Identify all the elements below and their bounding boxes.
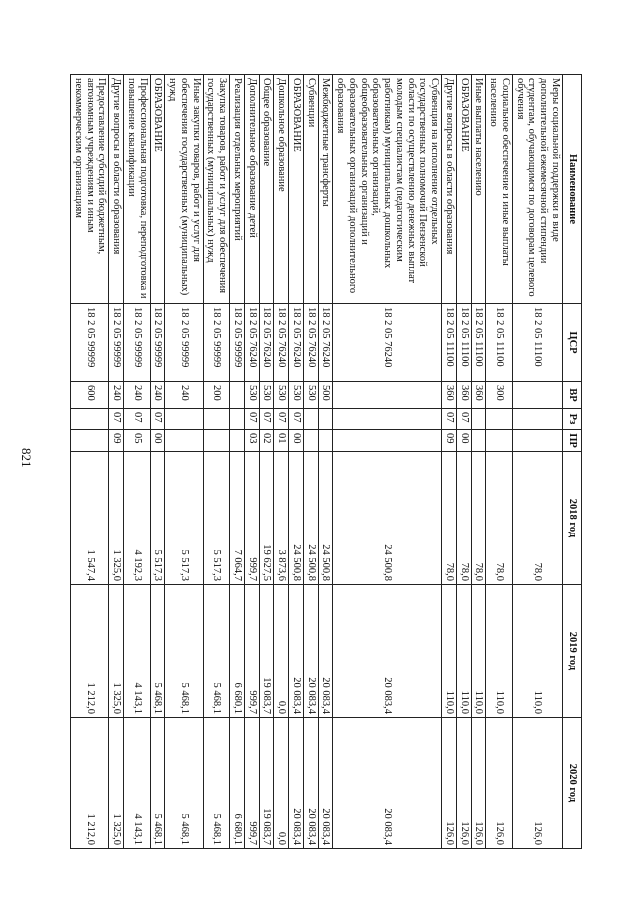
cell-csr: 18 2 05 76240 <box>304 304 319 382</box>
table-row <box>165 75 203 849</box>
cell-vr: 500 <box>318 382 333 409</box>
cell-pr: 00 <box>289 430 304 452</box>
cell-2018: 7 064,7 <box>230 452 245 585</box>
cell-csr: 18 2 05 11100 <box>513 304 563 382</box>
cell-name: Иные выплаты населению <box>471 75 486 304</box>
cell-2020: 126,0 <box>442 718 457 849</box>
cell-pr: 02 <box>259 430 274 452</box>
cell-2020: 126,0 <box>457 718 472 849</box>
cell-rz: 07 <box>457 409 472 430</box>
cell-pr <box>471 430 486 452</box>
cell-rz: 07 <box>274 409 289 430</box>
cell-2019: 110,0 <box>486 585 513 718</box>
cell-pr <box>318 430 333 452</box>
table-row <box>471 75 486 849</box>
cell-name: Профессиональная подготовка, переподготовка и повышение квалификации <box>124 75 151 304</box>
cell-pr: 05 <box>124 430 151 452</box>
cell-2018: 78,0 <box>471 452 486 585</box>
cell-pr <box>165 430 203 452</box>
cell-pr: 09 <box>442 430 457 452</box>
cell-2018: 5 517,3 <box>150 452 165 585</box>
cell-name: Меры социальной поддержки в виде дополнительной ежемесячной стипендии студентам, обучающимся по договорам целевого обучения <box>513 75 563 304</box>
cell-csr: 18 2 05 76240 <box>274 304 289 382</box>
cell-vr <box>333 382 442 409</box>
cell-2018: 24 500,8 <box>318 452 333 585</box>
cell-rz: 07 <box>109 409 124 430</box>
cell-2020: 126,0 <box>486 718 513 849</box>
cell-2020: 20 083,4 <box>304 718 319 849</box>
cell-rz <box>486 409 513 430</box>
cell-2019: 20 083,4 <box>333 585 442 718</box>
table-row <box>245 75 260 849</box>
header-pr: ПР <box>563 430 582 452</box>
cell-vr: 240 <box>165 382 203 409</box>
cell-vr: 240 <box>109 382 124 409</box>
cell-2018: 19 627,5 <box>259 452 274 585</box>
cell-2018: 24 500,8 <box>289 452 304 585</box>
table-row <box>259 75 274 849</box>
cell-pr: 00 <box>150 430 165 452</box>
cell-vr: 240 <box>150 382 165 409</box>
cell-name: Другие вопросы в области образования <box>442 75 457 304</box>
header-csr: ЦСР <box>563 304 582 382</box>
cell-2018: 5 517,3 <box>203 452 230 585</box>
cell-2019: 110,0 <box>442 585 457 718</box>
cell-vr: 360 <box>457 382 472 409</box>
cell-2019: 110,0 <box>513 585 563 718</box>
cell-csr: 18 2 05 11100 <box>486 304 513 382</box>
table-row <box>230 75 245 849</box>
cell-pr: 09 <box>109 430 124 452</box>
cell-name: ОБРАЗОВАНИЕ <box>457 75 472 304</box>
cell-2020: 20 083,4 <box>333 718 442 849</box>
cell-csr: 18 2 05 99999 <box>203 304 230 382</box>
cell-2019: 20 083,4 <box>304 585 319 718</box>
cell-2019: 6 680,1 <box>230 585 245 718</box>
cell-rz: 07 <box>442 409 457 430</box>
cell-pr <box>486 430 513 452</box>
table-row <box>318 75 333 849</box>
cell-vr: 530 <box>274 382 289 409</box>
table-row <box>71 75 109 849</box>
cell-2018: 24 500,8 <box>304 452 319 585</box>
cell-vr <box>513 382 563 409</box>
cell-2020: 999,7 <box>245 718 260 849</box>
table-row <box>124 75 151 849</box>
table-row <box>304 75 319 849</box>
cell-vr: 300 <box>486 382 513 409</box>
table-row <box>203 75 230 849</box>
cell-csr: 18 2 05 99999 <box>150 304 165 382</box>
cell-pr <box>513 430 563 452</box>
header-2019: 2019 год <box>563 585 582 718</box>
cell-pr <box>203 430 230 452</box>
cell-csr: 18 2 05 76240 <box>333 304 442 382</box>
cell-name: Субвенции <box>304 75 319 304</box>
cell-pr <box>333 430 442 452</box>
cell-rz: 07 <box>124 409 151 430</box>
cell-csr: 18 2 05 11100 <box>457 304 472 382</box>
cell-2020: 126,0 <box>471 718 486 849</box>
cell-2020: 4 143,1 <box>124 718 151 849</box>
cell-2018: 5 517,3 <box>165 452 203 585</box>
cell-csr: 18 2 05 76240 <box>245 304 260 382</box>
table-row <box>442 75 457 849</box>
cell-rz <box>333 409 442 430</box>
cell-2018: 24 500,8 <box>333 452 442 585</box>
cell-2020: 126,0 <box>513 718 563 849</box>
cell-csr: 18 2 05 76240 <box>318 304 333 382</box>
cell-2019: 1 212,0 <box>71 585 109 718</box>
cell-2019: 110,0 <box>457 585 472 718</box>
header-rz: Рз <box>563 409 582 430</box>
header-name: Наименование <box>563 75 582 304</box>
cell-2019: 4 143,1 <box>124 585 151 718</box>
header-vr: ВР <box>563 382 582 409</box>
cell-csr: 18 2 05 99999 <box>109 304 124 382</box>
header-2020: 2020 год <box>563 718 582 849</box>
cell-pr: 00 <box>457 430 472 452</box>
cell-2019: 20 083,4 <box>318 585 333 718</box>
cell-2018: 4 192,3 <box>124 452 151 585</box>
table-row <box>150 75 165 849</box>
cell-2018: 78,0 <box>457 452 472 585</box>
page-number: 821 <box>19 448 34 468</box>
rotated-table-wrapper <box>74 74 582 848</box>
table-row <box>513 75 563 849</box>
cell-rz <box>165 409 203 430</box>
table-row <box>457 75 472 849</box>
cell-2020: 5 468,1 <box>165 718 203 849</box>
budget-table <box>70 74 582 849</box>
cell-vr: 360 <box>442 382 457 409</box>
cell-2020: 19 083,7 <box>259 718 274 849</box>
cell-rz <box>513 409 563 430</box>
table-row <box>274 75 289 849</box>
cell-vr: 240 <box>124 382 151 409</box>
cell-2020: 20 083,4 <box>289 718 304 849</box>
cell-vr: 200 <box>203 382 230 409</box>
cell-vr: 530 <box>289 382 304 409</box>
cell-csr: 18 2 05 11100 <box>442 304 457 382</box>
cell-pr <box>230 430 245 452</box>
cell-rz: 07 <box>289 409 304 430</box>
cell-vr: 530 <box>259 382 274 409</box>
cell-name: ОБРАЗОВАНИЕ <box>289 75 304 304</box>
cell-csr: 18 2 05 99999 <box>165 304 203 382</box>
cell-2020: 0,0 <box>274 718 289 849</box>
cell-name: Предоставление субсидий бюджетным, автономным учреждениям и иным некоммерческим организациям <box>71 75 109 304</box>
cell-csr: 18 2 05 99999 <box>124 304 151 382</box>
cell-name: Дошкольное образование <box>274 75 289 304</box>
table-row <box>333 75 442 849</box>
cell-2020: 5 468,1 <box>150 718 165 849</box>
cell-name: Реализация отдельных мероприятий <box>230 75 245 304</box>
cell-2020: 20 083,4 <box>318 718 333 849</box>
cell-name: Дополнительное образование детей <box>245 75 260 304</box>
cell-name: ОБРАЗОВАНИЕ <box>150 75 165 304</box>
cell-rz <box>318 409 333 430</box>
cell-2020: 6 680,1 <box>230 718 245 849</box>
cell-name: Другие вопросы в области образования <box>109 75 124 304</box>
table-body <box>71 75 563 849</box>
table-row <box>109 75 124 849</box>
cell-rz <box>71 409 109 430</box>
cell-vr: 530 <box>245 382 260 409</box>
cell-csr: 18 2 05 11100 <box>471 304 486 382</box>
cell-vr <box>230 382 245 409</box>
cell-2018: 1 547,4 <box>71 452 109 585</box>
cell-2019: 19 083,7 <box>259 585 274 718</box>
cell-name: Общее образование <box>259 75 274 304</box>
cell-pr: 01 <box>274 430 289 452</box>
cell-csr: 18 2 05 76240 <box>259 304 274 382</box>
header-2018: 2018 год <box>563 452 582 585</box>
cell-2018: 78,0 <box>513 452 563 585</box>
cell-name: Межбюджетные трансферты <box>318 75 333 304</box>
cell-2019: 999,7 <box>245 585 260 718</box>
cell-2018: 3 873,6 <box>274 452 289 585</box>
cell-vr: 600 <box>71 382 109 409</box>
cell-rz <box>471 409 486 430</box>
cell-2018: 999,7 <box>245 452 260 585</box>
cell-rz: 07 <box>259 409 274 430</box>
cell-2019: 5 468,1 <box>150 585 165 718</box>
cell-csr: 18 2 05 76240 <box>289 304 304 382</box>
table-header-row <box>563 75 582 849</box>
cell-name: Иные закупки товаров, работ и услуг для обеспечения государственных (муниципальных) нужд <box>165 75 203 304</box>
cell-2019: 5 468,1 <box>203 585 230 718</box>
cell-vr: 530 <box>304 382 319 409</box>
cell-pr: 03 <box>245 430 260 452</box>
cell-name: Социальное обеспечение и иные выплаты населению <box>486 75 513 304</box>
cell-name: Субвенция на исполнение отдельных государственных полномочий Пензенской области по осуществлению денежных выплат молодым специалистам (педагогическим работникам) муниципальных дошкольных образовательных организаций, общеобразовательных организаций и образовательных организаций дополнительного образования <box>333 75 442 304</box>
cell-rz <box>304 409 319 430</box>
cell-rz <box>230 409 245 430</box>
cell-2019: 110,0 <box>471 585 486 718</box>
cell-csr: 18 2 05 99999 <box>230 304 245 382</box>
cell-2018: 78,0 <box>486 452 513 585</box>
cell-2020: 1 325,0 <box>109 718 124 849</box>
cell-rz <box>203 409 230 430</box>
cell-csr: 18 2 05 99999 <box>71 304 109 382</box>
table-row <box>289 75 304 849</box>
cell-vr: 360 <box>471 382 486 409</box>
cell-2018: 1 325,0 <box>109 452 124 585</box>
cell-2019: 1 325,0 <box>109 585 124 718</box>
cell-rz: 07 <box>150 409 165 430</box>
cell-2018: 78,0 <box>442 452 457 585</box>
cell-2020: 1 212,0 <box>71 718 109 849</box>
cell-name: Закупка товаров, работ и услуг для обеспечения государственных (муниципальных) нужд <box>203 75 230 304</box>
cell-pr <box>304 430 319 452</box>
table-row <box>486 75 513 849</box>
cell-2019: 5 468,1 <box>165 585 203 718</box>
cell-2019: 0,0 <box>274 585 289 718</box>
cell-2019: 20 083,4 <box>289 585 304 718</box>
cell-rz: 07 <box>245 409 260 430</box>
cell-2020: 5 468,1 <box>203 718 230 849</box>
cell-pr <box>71 430 109 452</box>
